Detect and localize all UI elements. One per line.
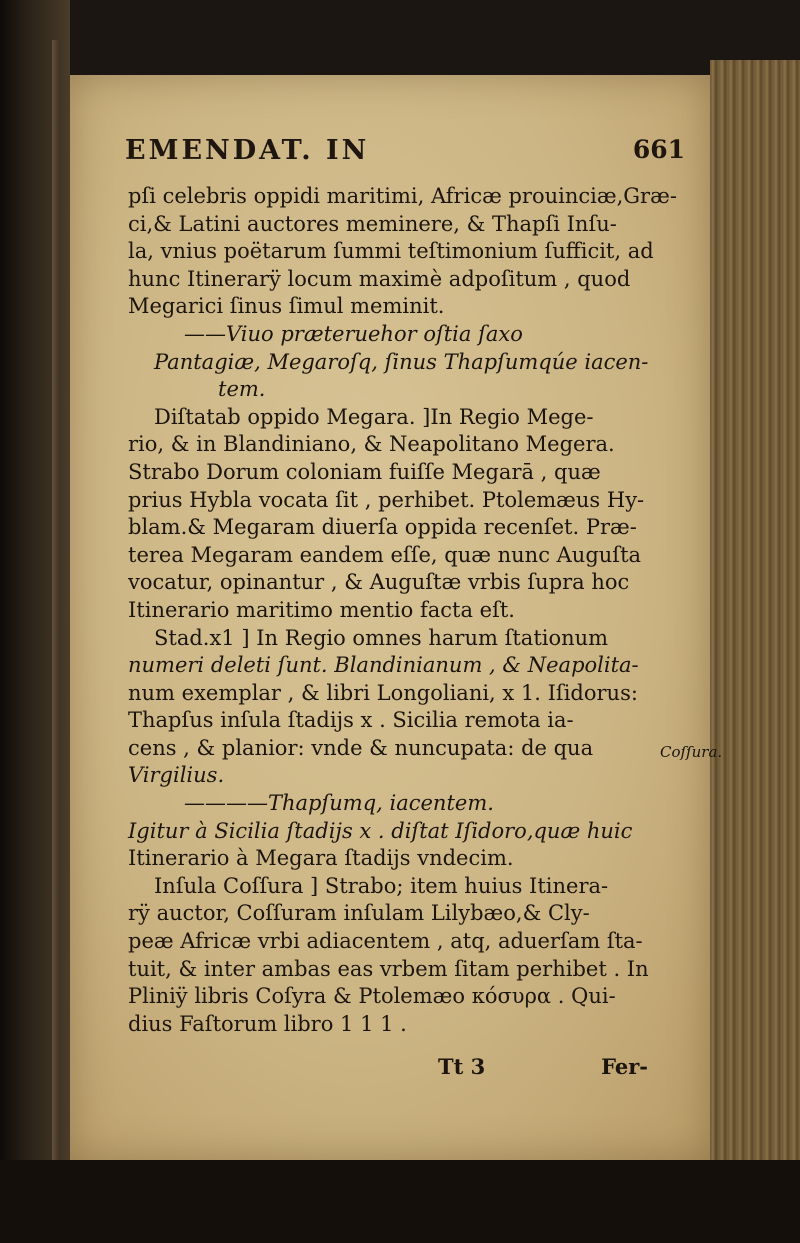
verse-line: tem.: [218, 377, 266, 402]
text-line: ci,& Latini auctores meminere, & Thapſi Inſu-: [128, 211, 617, 236]
text-line: tuit, & inter ambas eas vrbem ſitam perhibet . In: [128, 956, 649, 981]
text-line: Igitur à Sicilia ſtadijs x . diſtat Iſidoro,quæ huic: [128, 818, 633, 843]
text-line: hunc Itinerarÿ locum maximè adpoſitum , quod: [128, 266, 631, 291]
verse-line: ————Thapſumq, iacentem.: [184, 791, 494, 816]
margin-note: Coſſura.: [660, 743, 723, 761]
text-line: rÿ auctor, Coſſuram inſulam Lilybæo,& Cly-: [128, 901, 590, 926]
signature-mark: Tt 3: [438, 1054, 486, 1079]
text-line: prius Hybla vocata ſit , perhibet. Ptolemæus Hy-: [128, 487, 645, 512]
text-line: dius Faſtorum libro 1 1 1 .: [128, 1011, 407, 1036]
text-line: cens , & planior: vnde & nuncupata: de qua: [128, 735, 594, 760]
text-line: Itinerario maritimo mentio facta eſt.: [128, 597, 515, 622]
page-header: [125, 135, 685, 175]
page-fore-edge: [710, 60, 800, 1175]
body-text: [128, 183, 677, 1038]
text-line: blam.& Megaram diuerſa oppida recenſet. Præ-: [128, 515, 637, 540]
catchline: [128, 1054, 658, 1082]
text-line: Itinerario à Megara ſtadijs vndecim.: [128, 846, 514, 871]
text-line: numeri deleti ſunt. Blandinianum , & Neapolita-: [128, 653, 639, 678]
background-bottom: [0, 1160, 800, 1243]
text-line: Megarici ſinus ſimul meminit.: [128, 294, 445, 319]
text-line: Diſtatab oppido Megara. ]In Regio Mege-: [154, 404, 594, 429]
text-line: Strabo Dorum coloniam fuiſſe Megarā , quæ: [128, 459, 601, 484]
text-line: num exemplar , & libri Longoliani, x 1. Iſidorus:: [128, 680, 638, 705]
verse-line: ——Viuo præteruehor oſtia ſaxo: [184, 321, 523, 346]
text-line: Stad.x1 ] In Regio omnes harum ſtationum: [154, 625, 609, 650]
page-number: 661: [632, 135, 685, 164]
spine-edge: [52, 40, 60, 1160]
text-line: vocatur, opinantur , & Auguſtæ vrbis ſupra hoc: [128, 570, 630, 595]
running-title: EMENDAT. IN: [125, 135, 370, 166]
text-line: terea Megaram eandem eſſe, quæ nunc Auguſta: [128, 542, 642, 567]
text-line: rio, & in Blandiniano, & Neapolitano Megera.: [128, 432, 615, 457]
text-line: pſi celebris oppidi maritimi, Africæ prouinciæ,Græ-: [128, 184, 677, 208]
text-line: Inſula Coſſura ] Strabo; item huius Itinera-: [154, 873, 609, 898]
text-line: Virgilius.: [128, 763, 225, 788]
text-line: peæ Africæ vrbi adiacentem , atq, aduerſam ſta-: [128, 929, 643, 954]
text-line: la, vnius poëtarum ſummi teſtimonium ſufficit, ad: [128, 239, 654, 264]
verse-line: Pantagiæ, Megaroſq, ſinus Thapſumqúe iacen-: [154, 349, 649, 374]
text-line: Pliniÿ libris Coſyra & Ptolemæo κόσυρα . Qui-: [128, 984, 616, 1009]
catchword: Fer-: [601, 1054, 648, 1079]
text-line: Thapſus inſula ſtadijs x . Sicilia remota ia-: [128, 708, 574, 733]
